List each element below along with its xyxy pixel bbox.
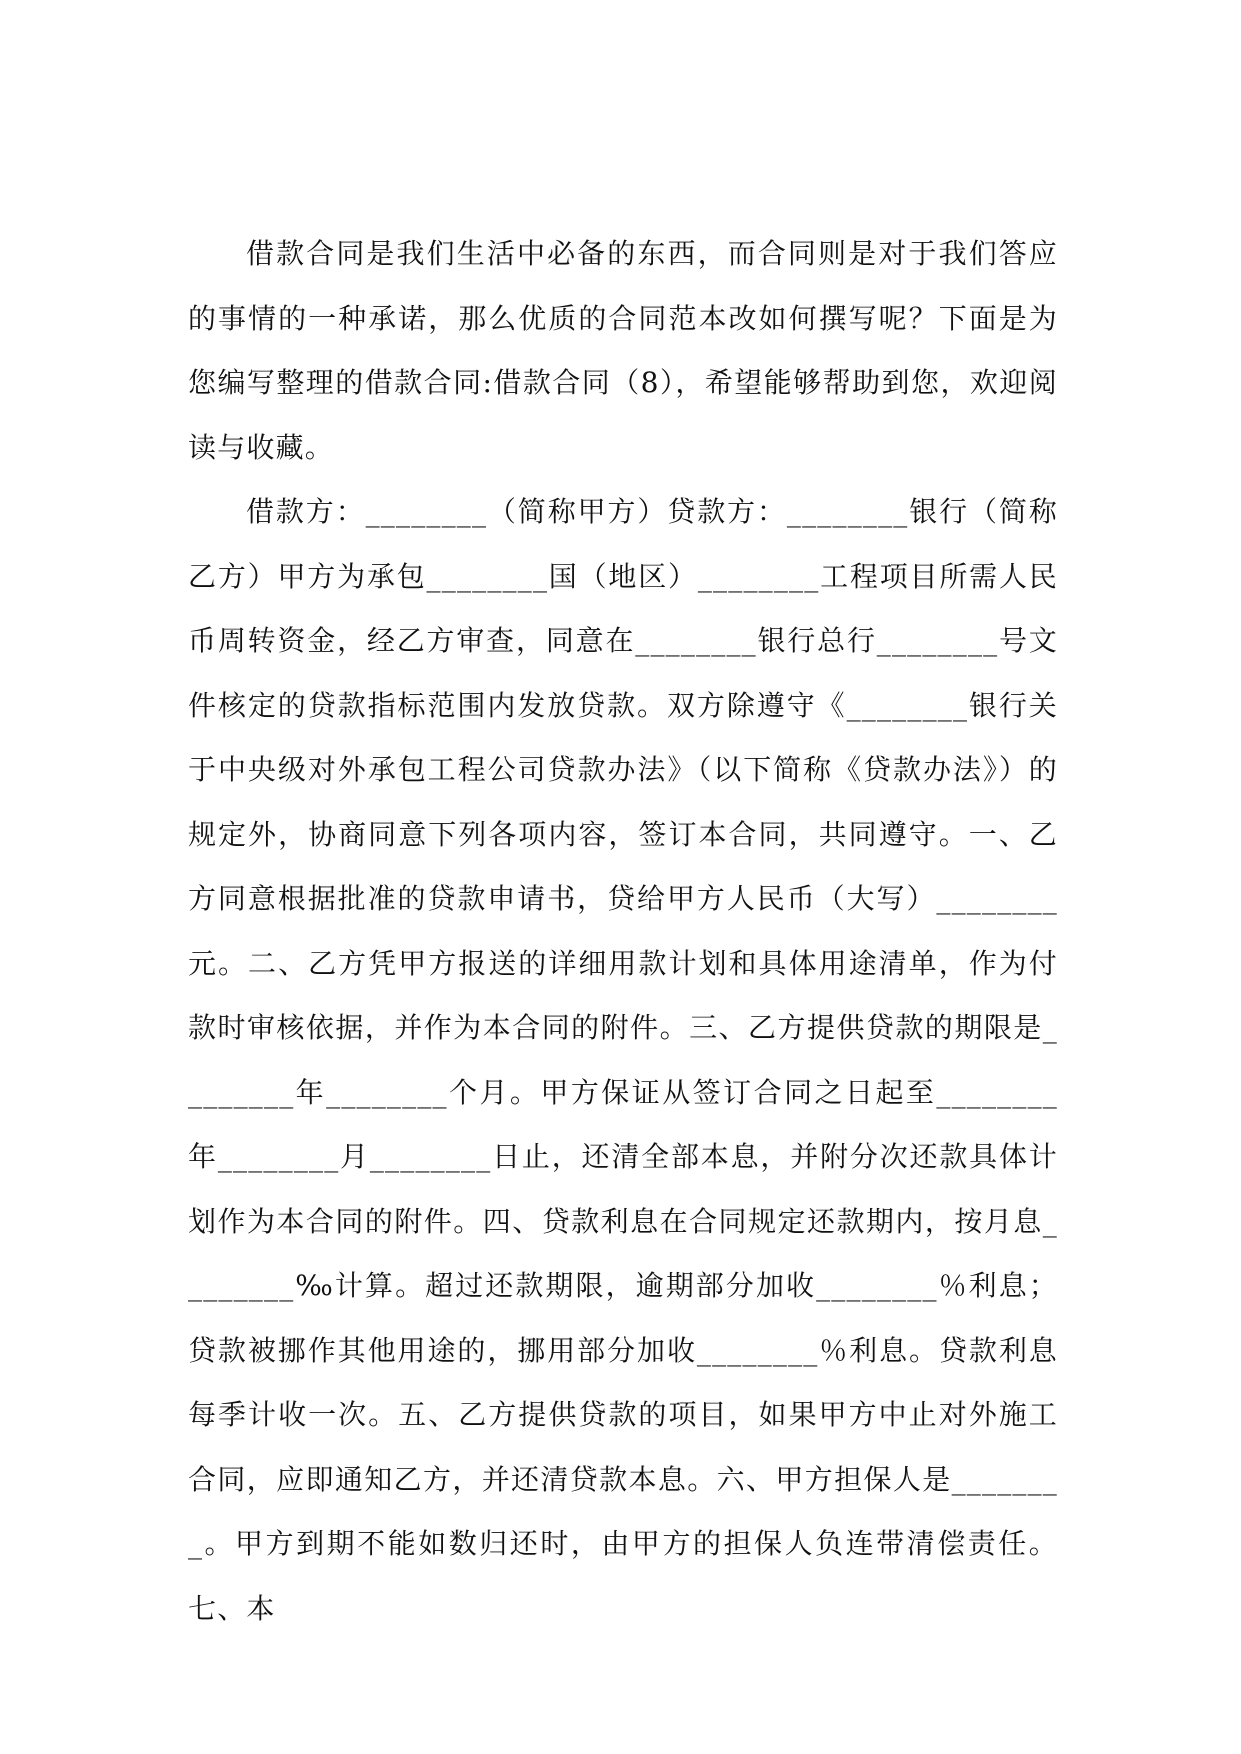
intro-paragraph: 借款合同是我们生活中必备的东西，而合同则是对于我们答应的事情的一种承诺，那么优质的合同范本改如何撰写呢？下面是为您编写整理的借款合同:借款合同（8），希望能够帮助到您，欢迎阅读与收藏。 (188, 237, 1058, 464)
contract-terms-paragraph: 借款方：________（简称甲方）贷款方：________银行（简称乙方）甲方为承包________国（地区）________工程项目所需人民币周转资金，经乙方审查，同意在________银行总行________号文件核定的贷款指标范围内发放贷款。双方除遵守《________银行关于中央级对外承包工程公司贷款办法》（以下简称《贷款办法》）的规定外，协商同意下列各项内容，签订本合同，共同遵守。一、乙方同意根据批准的贷款申请书，贷给甲方人民币（大写）________元。二、乙方凭甲方报送的详细用款计划和具体用途清单，作为付款时审核依据，并作为本合同的附件。三、乙方提供贷款的期限是________年________个月。甲方保证从签订合同之日起至________年________月________日止，还清全部本息，并附分次还款具体计划作为本合同的附件。四、贷款利息在合同规定还款期内，按月息________‰计算。超过还款期限，逾期部分加收________％利息；贷款被挪作其他用途的，挪用部分加收________％利息。贷款利息每季计收一次。五、乙方提供贷款的项目，如果甲方中止对外施工合同，应即通知乙方，并还清贷款本息。六、甲方担保人是________。甲方到期不能如数归还时，由甲方的担保人负连带清偿责任。七、本 (188, 495, 1058, 1625)
document-body (188, 222, 1058, 1641)
